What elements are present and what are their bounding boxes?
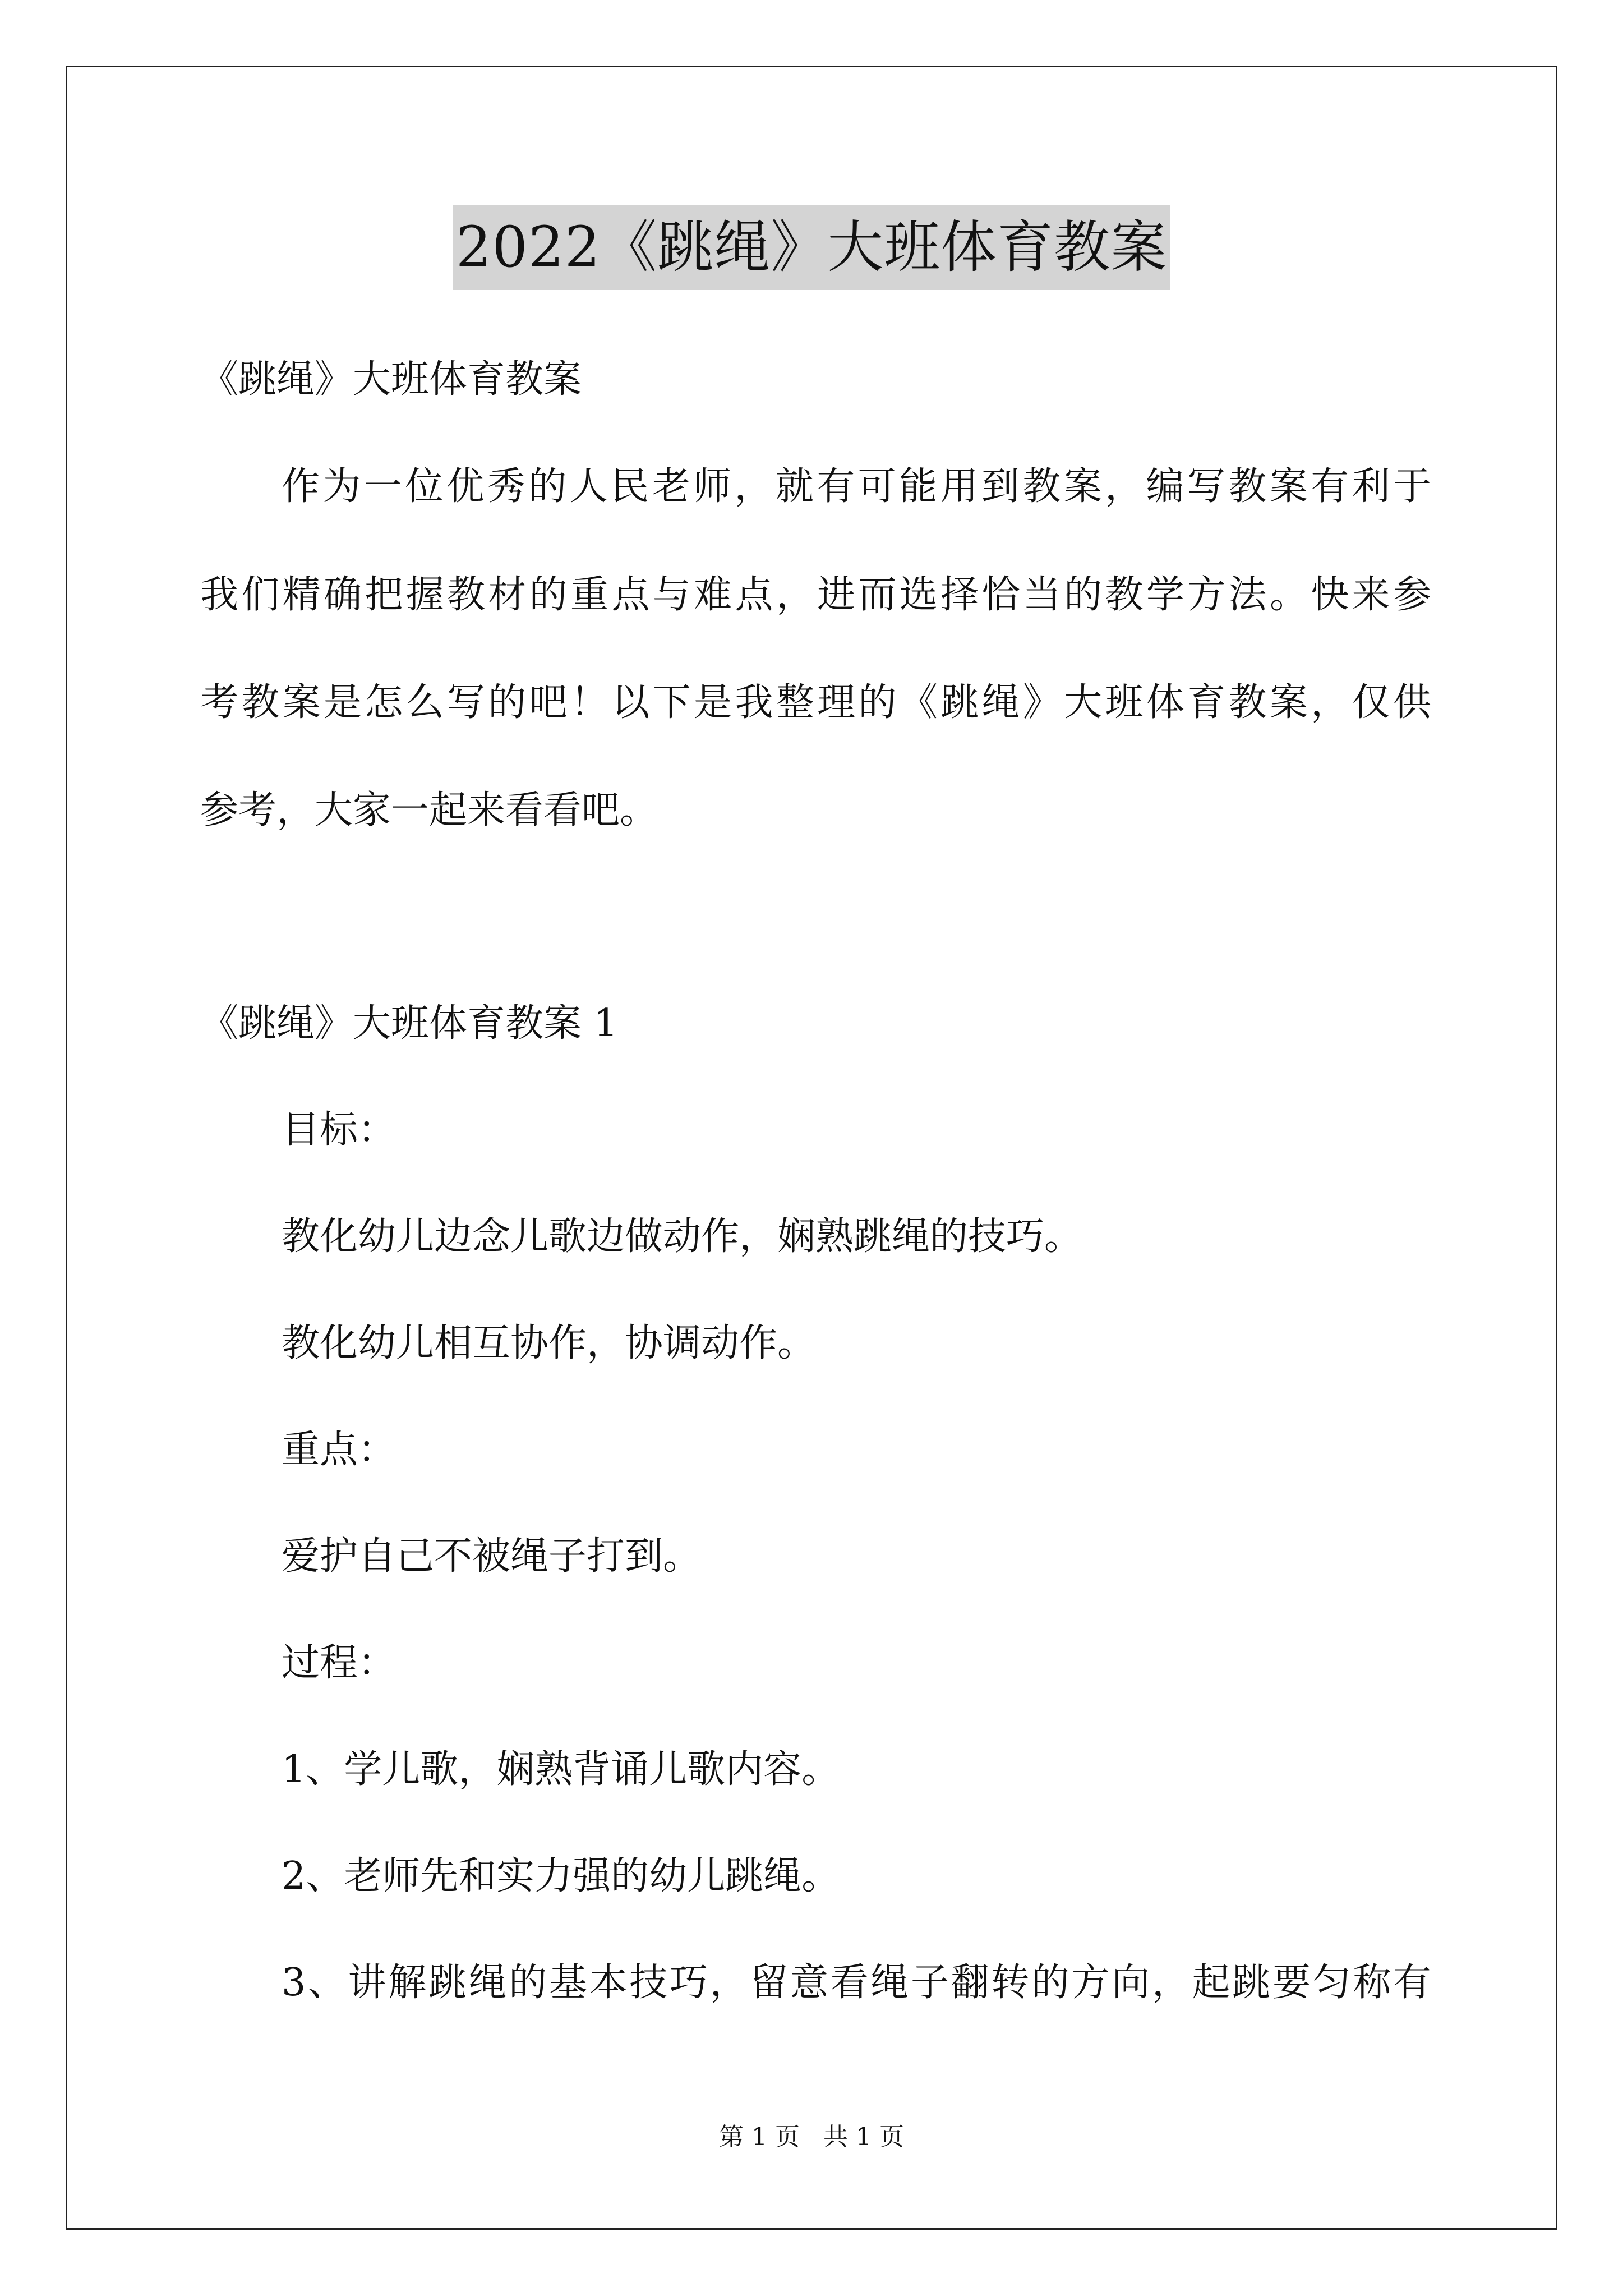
subtitle: 《跳绳》大班体育教案 (200, 357, 582, 402)
intro-line-2: 我们精确把握教材的重点与难点，进而选择恰当的教学方法。快来参 (200, 573, 1431, 617)
intro-line-1: 作为一位优秀的人民老师，就有可能用到教案，编写教案有利于 (282, 464, 1431, 509)
list-item: 2、老师先和实力强的幼儿跳绳。 (282, 1854, 840, 1898)
list-item: 教化幼儿边念儿歌边做动作，娴熟跳绳的技巧。 (282, 1214, 1083, 1259)
list-item: 过程： (282, 1641, 396, 1685)
page-total: 共 1 页 (823, 2123, 904, 2151)
intro-line-3: 考教案是怎么写的吧！以下是我整理的《跳绳》大班体育教案，仅供 (200, 680, 1431, 725)
section-heading: 《跳绳》大班体育教案 1 (200, 1001, 618, 1046)
document-title: 2022《跳绳》大班体育教案 (453, 205, 1171, 290)
page-footer (0, 2120, 1623, 2154)
list-item: 教化幼儿相互协作，协调动作。 (282, 1321, 816, 1365)
page-number: 第 1 页 (719, 2123, 800, 2151)
title-container (0, 205, 1623, 290)
list-item: 目标： (282, 1108, 396, 1152)
intro-line-4: 参考，大家一起来看看吧。 (200, 788, 658, 832)
list-item: 爱护自己不被绳子打到。 (282, 1534, 702, 1579)
list-item: 重点： (282, 1428, 396, 1472)
list-item: 1、学儿歌，娴熟背诵儿歌内容。 (282, 1747, 840, 1792)
list-item: 3、讲解跳绳的基本技巧，留意看绳子翻转的方向，起跳要匀称有 (282, 1961, 1431, 2005)
